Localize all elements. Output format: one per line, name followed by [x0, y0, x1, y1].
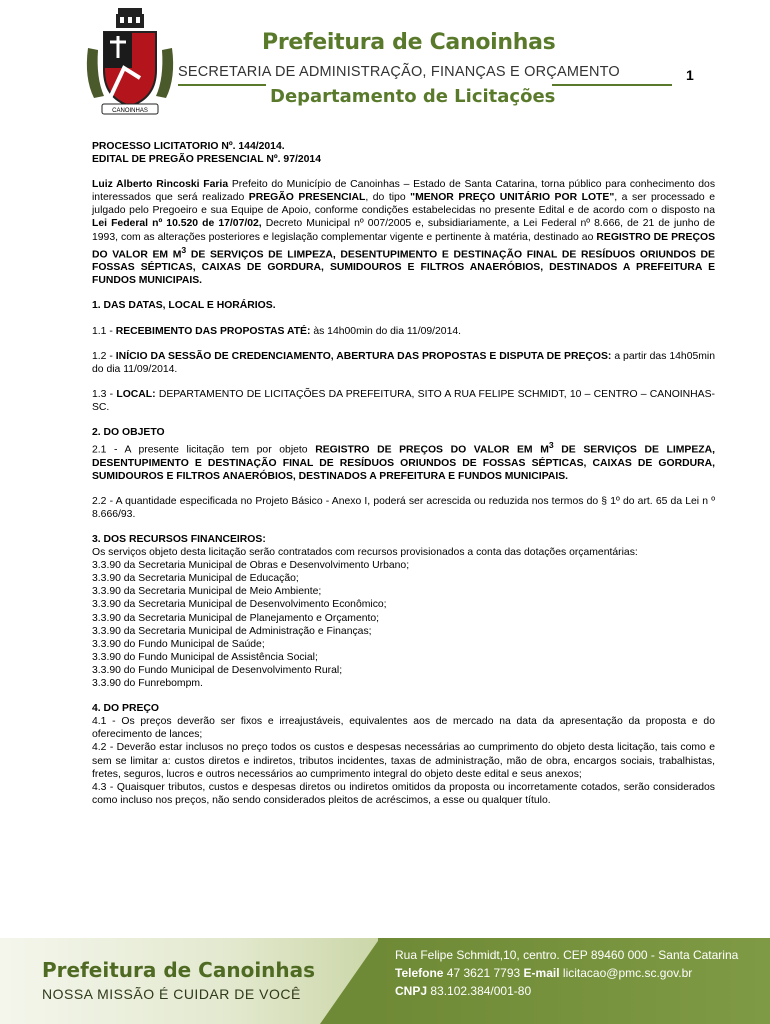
section-4-heading: 4. DO PREÇO	[92, 703, 159, 715]
item-1-2-text: a partir das 14h05min do dia 11/09/2014.	[92, 350, 715, 375]
item-2-2: 2.2 - A quantidade especificada no Projeto Básico - Anexo I, poderá ser acrescida ou reduzida nos termos do § 1º do art. 65 da Lei n º 8.666/93.	[92, 495, 715, 520]
item-1-1-bold: RECEBIMENTO DAS PROPOSTAS ATÉ:	[115, 325, 311, 337]
intro-sup: 3	[181, 244, 187, 255]
section-3-heading: 3. DOS RECURSOS FINANCEIROS:	[92, 534, 266, 545]
item-1-2	[92, 350, 715, 376]
intro-bold-4a: REGISTRO DE PREÇOS DO VALOR EM M	[92, 231, 715, 261]
footer-cnpj	[395, 984, 531, 998]
document-body	[92, 140, 715, 807]
item-1-3	[92, 388, 715, 414]
item-1-2-prefix: 1.2 -	[92, 350, 116, 362]
item-1-3-bold: LOCAL:	[116, 388, 156, 400]
intro-text-2: , do tipo	[365, 192, 411, 204]
section-1-heading: 1. DAS DATAS, LOCAL E HORÁRIOS.	[92, 300, 276, 312]
crest-label: CANOINHAS	[112, 108, 148, 114]
item-1-3-prefix: 1.3 -	[92, 388, 117, 400]
header-rule-right	[552, 84, 672, 86]
list-item: 3.3.90 da Secretaria Municipal de Planejamento e Orçamento;	[92, 612, 380, 624]
item-2-1	[92, 439, 715, 483]
intro-text-4: Decreto Municipal nº 007/2005 e, subsidiariamente, a Lei Federal nº 8.666, de 21 de junho de 1993, com as alterações posteriores e legislação complementar vigente e pertinente à matéria, destinado ao	[92, 218, 715, 243]
header-rule-left	[178, 84, 266, 86]
dotacoes-list	[92, 559, 715, 690]
item-2-1-bold-b: DE SERVIÇOS DE LIMPEZA, DESENTUPIMENTO E DESTINAÇÃO FINAL DE RESÍDUOS ORIUNDOS DE FOSSAS SÉPTICAS, CAIXAS DE GORDURA, SUMIDOUROS E FILTROS ANAERÓBIOS, DESTINADOS A PREFEITURA E FUNDOS MUNICIPAIS.	[92, 444, 715, 482]
footer-motto: NOSSA MISSÃO É CUIDAR DE VOCÊ	[42, 986, 301, 1002]
list-item: 3.3.90 do Fundo Municipal de Desenvolvimento Rural;	[92, 664, 343, 676]
intro-bold-2: "MENOR PREÇO UNITÁRIO POR LOTE"	[410, 192, 615, 204]
footer-contact	[395, 966, 692, 980]
item-4-3: 4.3 - Quaisquer tributos, custos e despesas diretos ou indiretos omitidos da proposta ou incorretamente cotados, serão considerados como incluso nos preços, não sendo considerados pleitos de acréscimos, a esse ou qualquer título.	[92, 781, 715, 806]
cnpj-label: CNPJ	[395, 984, 428, 998]
intro-bold-1: PREGÃO PRESENCIAL	[248, 192, 366, 204]
item-1-3-text: DEPARTAMENTO DE LICITAÇÕES DA PREFEITURA, SITO A RUA FELIPE SCHMIDT, 10 – CENTRO – CANOINHAS-SC.	[92, 388, 715, 413]
intro-paragraph	[92, 178, 715, 287]
tel-value: 47 3621 7793	[446, 966, 521, 980]
section-2-heading: 2. DO OBJETO	[92, 426, 165, 438]
intro-text-3: , a ser processado e julgado pelo Pregoeiro e sua Equipe de Apoio, conforme condições estabelecidas no presente Edital e de acordo com o disposto na	[92, 192, 716, 217]
item-1-1-prefix: 1.1 -	[92, 325, 116, 337]
list-item: 3.3.90 da Secretaria Municipal de Administração e Finanças;	[92, 625, 372, 637]
list-item: 3.3.90 do Fundo Municipal de Saúde;	[92, 638, 265, 650]
processo-line: PROCESSO LICITATORIO Nº. 144/2014.	[92, 141, 285, 152]
email-value[interactable]: licitacao@pmc.sc.gov.br	[562, 966, 693, 980]
list-item: 3.3.90 da Secretaria Municipal de Educação;	[92, 573, 299, 585]
list-item: 3.3.90 da Secretaria Municipal de Meio Ambiente;	[92, 586, 322, 598]
item-2-1-prefix: 2.1 - A presente licitação tem por objeto	[92, 444, 316, 456]
footer-diagonal	[320, 938, 380, 1024]
intro-text-1: Prefeito do Município de Canoinhas – Estado de Santa Catarina, torna público para conhecimento dos interessados que será realizado	[92, 179, 716, 204]
tel-label: Telefone	[395, 966, 444, 980]
list-item: 3.3.90 da Secretaria Municipal de Obras e Desenvolvimento Urbano;	[92, 560, 410, 572]
page-number: 1	[686, 67, 694, 83]
list-item: 3.3.90 do Funrebompm.	[92, 678, 203, 690]
secretaria-name: SECRETARIA DE ADMINISTRAÇÃO, FINANÇAS E ORÇAMENTO	[178, 64, 620, 80]
cnpj-value: 83.102.384/001-80	[430, 984, 532, 998]
item-1-2-bold: INÍCIO DA SESSÃO DE CREDENCIAMENTO, ABERTURA DAS PROPOSTAS E DISPUTA DE PREÇOS:	[115, 350, 612, 362]
item-1-1	[92, 325, 715, 338]
section-3-intro: Os serviços objeto desta licitação serão contratados com recursos provisionados a conta das dotações orçamentárias:	[92, 547, 638, 559]
item-2-1-bold-a: REGISTRO DE PREÇOS DO VALOR EM M	[315, 444, 549, 456]
page-title: Prefeitura de Canoinhas	[262, 30, 556, 55]
list-item: 3.3.90 do Fundo Municipal de Assistência Social;	[92, 651, 318, 663]
intro-bold-3: Lei Federal nº 10.520 de 17/07/02,	[92, 218, 262, 230]
item-4-2: 4.2 - Deverão estar inclusos no preço todos os custos e despesas necessárias ao cumprimento do objeto desta licitação, tais como e sem se limitar a: custos diretos e indiretos, tributos incidentes, taxas de administração, mão de obra, encargos sociais, trabalhistas, fretes, seguros, lucros e outros necessários ao cumprimento integral do objeto deste edital e seus anexos;	[92, 742, 715, 780]
municipal-crest-icon	[80, 8, 180, 120]
item-2-1-sup: 3	[548, 440, 554, 451]
mayor-name: Luiz Alberto Rincoski Faria	[92, 179, 229, 191]
email-label: E-mail	[523, 966, 560, 980]
intro-bold-4b: DE SERVIÇOS DE LIMPEZA, DESENTUPIMENTO E DESTINAÇÃO FINAL DE RESÍDUOS ORIUNDOS DE FOSSAS SÉPTICAS, CAIXAS DE GORDURA, SUMIDOUROS E FILTROS ANAERÓBIOS, DESTINADOS A PREFEITURA E FUNDOS MUNICIPAIS.	[92, 249, 715, 287]
list-item: 3.3.90 da Secretaria Municipal de Desenvolvimento Econômico;	[92, 599, 387, 611]
footer-title: Prefeitura de Canoinhas	[42, 958, 316, 982]
footer-address: Rua Felipe Schmidt,10, centro. CEP 89460 000 - Santa Catarina	[395, 948, 739, 962]
department-name: Departamento de Licitações	[270, 86, 556, 107]
page-header	[0, 0, 770, 130]
item-4-1: 4.1 - Os preços deverão ser fixos e irreajustáveis, equivalentes aos de mercado na data da apresentação da proposta e do oferecimento de lances;	[92, 716, 715, 741]
page-footer	[0, 938, 770, 1024]
edital-line: EDITAL DE PREGÃO PRESENCIAL Nº. 97/2014	[92, 154, 321, 166]
item-1-1-text: às 14h00min do dia 11/09/2014.	[310, 325, 462, 337]
